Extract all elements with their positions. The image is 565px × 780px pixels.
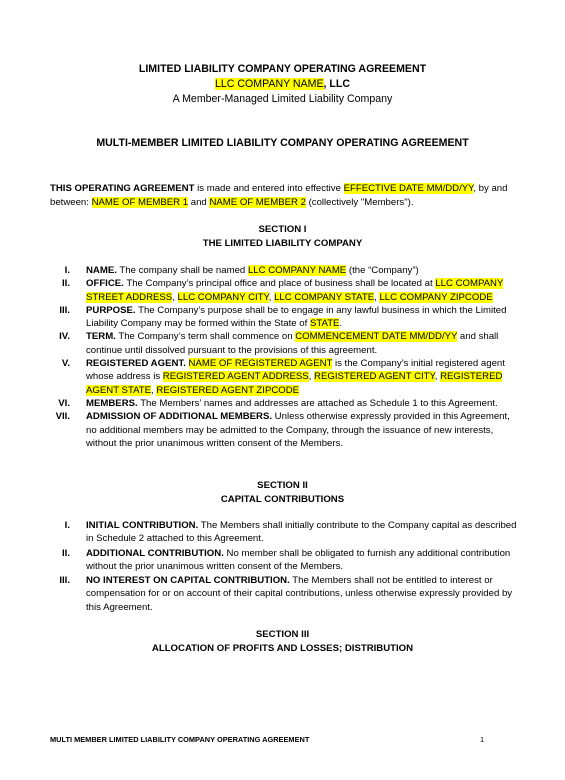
item-number: III. [59, 575, 70, 587]
item-text: No member shall be obligated to furnish any additional contribution without the prior unanimous written consent of the Members. [86, 547, 511, 572]
company-suffix: , LLC [323, 78, 350, 90]
list-item [50, 330, 520, 357]
item-number: III. [59, 304, 70, 316]
item-number: VI. [58, 397, 70, 409]
registered-agent-zipcode-field: REGISTERED AGENT ZIPCODE [156, 384, 300, 396]
item-text: and shall continue until dissolved pursuant to the provisions of this agreement. [86, 331, 499, 356]
list-item [50, 519, 520, 546]
section2-subheading: CAPITAL CONTRIBUTIONS [220, 494, 345, 505]
zipcode-field: LLC COMPANY ZIPCODE [379, 291, 493, 303]
item-text: The Company’s term shall commence on [115, 331, 296, 343]
item-number: II. [62, 278, 70, 290]
registered-agent-address-field: REGISTERED AGENT ADDRESS [162, 371, 309, 383]
street-address-field: LLC COMPANY STREET ADDRESS [86, 278, 504, 303]
section3-subheading: ALLOCATION OF PROFITS AND LOSSES; DISTRIBUTION [151, 643, 414, 654]
intro-text: (collectively "Members"). [305, 197, 414, 208]
item-text: The Members shall initially contribute to the Company capital as described in Schedule 2 attached to this Agreement. [86, 520, 517, 545]
section2-heading: SECTION II [257, 480, 308, 491]
list-item [50, 304, 520, 331]
commencement-date-field: COMMENCEMENT DATE MM/DD/YY [295, 331, 458, 343]
list-item [50, 410, 520, 450]
list-item [50, 357, 520, 397]
list-item [50, 547, 520, 574]
company-name-field: LLC COMPANY NAME [215, 78, 324, 90]
item-label: ADMISSION OF ADDITIONAL MEMBERS. [86, 411, 273, 423]
item-number: I. [64, 265, 70, 276]
item-text: Unless otherwise expressly provided in this Agreement, no additional members may be admitted to the Company, through the issuance of new interests, without the prior unanimous written consent of the Members. [86, 411, 510, 449]
item-label: MEMBERS. [86, 397, 138, 409]
list-item [50, 264, 520, 277]
item-text: , [151, 384, 157, 396]
item-label: PURPOSE. [86, 304, 136, 316]
section3-heading: SECTION III [255, 629, 310, 640]
item-number: I. [64, 520, 70, 531]
registered-agent-city-field: REGISTERED AGENT CITY [314, 371, 435, 383]
item-text: . [339, 318, 343, 330]
item-text: is the Company’s initial registered agent whose address is [86, 358, 505, 383]
item-text: (the “Company”) [346, 265, 419, 276]
company-name-field: LLC COMPANY NAME [247, 265, 347, 276]
intro-text: and [188, 197, 210, 208]
item-number: IV. [59, 331, 70, 343]
item-label: REGISTERED AGENT. [86, 358, 186, 370]
section1-subheading: THE LIMITED LIABILITY COMPANY [202, 238, 363, 249]
item-text: The company shall be named [116, 265, 248, 276]
item-label: NO INTEREST ON CAPITAL CONTRIBUTION. [86, 575, 290, 587]
document-title: MULTI-MEMBER LIMITED LIABILITY COMPANY OPERATING AGREEMENT [96, 137, 469, 149]
item-text: , [434, 371, 441, 383]
item-label: NAME. [86, 265, 117, 276]
intro-paragraph [50, 182, 525, 210]
state-field: STATE [309, 318, 340, 330]
member2-field: NAME OF MEMBER 2 [209, 197, 306, 208]
member1-field: NAME OF MEMBER 1 [91, 197, 189, 208]
item-text: The Company’s purpose shall be to engage in any lawful business in which the Limited Liability Company may be formed within the State of [86, 304, 507, 330]
company-name-line [0, 78, 565, 90]
item-text: , [172, 291, 178, 303]
intro-text: is made and entered into effective [194, 183, 344, 194]
section1-heading: SECTION I [258, 224, 307, 235]
item-label: OFFICE. [86, 278, 124, 290]
item-label: TERM. [86, 331, 116, 343]
registered-agent-name-field: NAME OF REGISTERED AGENT [188, 358, 333, 370]
list-item [50, 277, 520, 304]
item-text: The Company’s principal office and place of business shall be located at [123, 278, 436, 290]
list-item [50, 574, 520, 614]
item-number: II. [62, 547, 70, 559]
item-text: , [374, 291, 380, 303]
list-item [50, 397, 520, 410]
intro-text: , by and between: [50, 183, 508, 208]
item-label: ADDITIONAL CONTRIBUTION. [86, 547, 224, 559]
state-field: LLC COMPANY STATE [274, 291, 375, 303]
item-text: , [308, 371, 315, 383]
item-label: INITIAL CONTRIBUTION. [86, 520, 199, 531]
item-text: The Members shall not be entitled to interest or compensation for or on account of their capital contributions, unless otherwise expressly provided by this Agreement. [86, 575, 513, 613]
agreement-title: LIMITED LIABILITY COMPANY OPERATING AGREEMENT [138, 63, 427, 75]
section2-list [50, 519, 520, 614]
effective-date-field: EFFECTIVE DATE MM/DD/YY [343, 183, 474, 194]
item-text: The Members’ names and addresses are attached as Schedule 1 to this Agreement. [137, 397, 498, 409]
city-field: LLC COMPANY CITY [177, 291, 269, 303]
section1-list [50, 264, 520, 450]
item-text: , [268, 291, 275, 303]
footer-title: MULTI MEMBER LIMITED LIABILITY COMPANY OPERATING AGREEMENT [50, 735, 310, 744]
intro-lead: THIS OPERATING AGREEMENT [50, 183, 195, 194]
company-subtitle: A Member-Managed Limited Liability Company [172, 93, 393, 105]
item-number: VII. [55, 411, 70, 423]
item-number: V. [61, 358, 70, 370]
registered-agent-state-field: REGISTERED AGENT STATE [86, 371, 503, 396]
page-number: 1 [480, 735, 485, 744]
